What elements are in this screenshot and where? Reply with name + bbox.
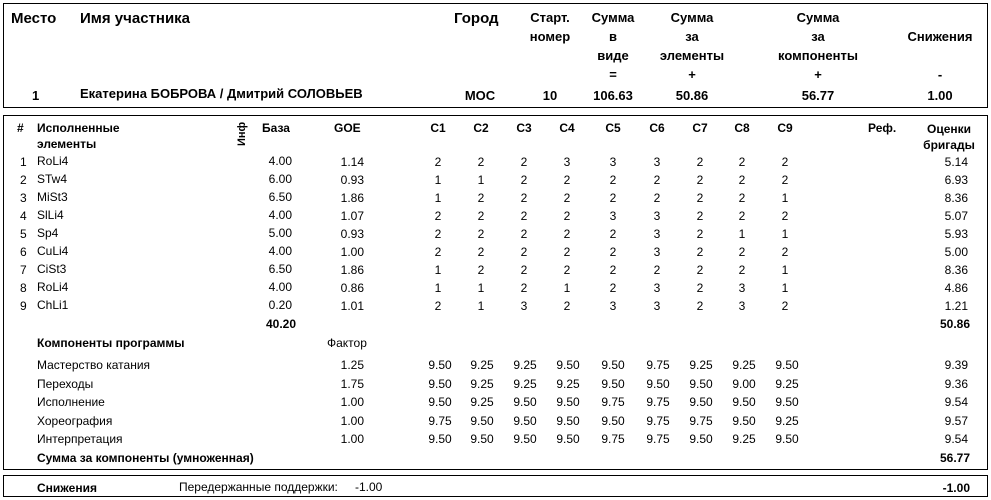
col-info: Инф	[236, 121, 248, 146]
element-judge-score: 2	[563, 227, 571, 241]
component-factor: 1.00	[340, 413, 364, 428]
element-name: RoLi4	[37, 154, 69, 168]
element-judge-score: 2	[434, 209, 442, 223]
element-base: 6.50	[268, 262, 292, 276]
element-judge-score: 2	[781, 245, 789, 259]
element-judge-score: 2	[696, 227, 704, 241]
element-judge-score: 2	[520, 245, 528, 259]
element-judge-score: 3	[738, 281, 746, 295]
element-judge-score: 1	[434, 191, 442, 205]
judge-header-c1: C1	[430, 121, 446, 135]
component-judge-score: 9.75	[646, 395, 670, 409]
component-factor: 1.25	[340, 358, 364, 372]
component-judge-score: 9.75	[601, 395, 625, 409]
component-judge-score: 9.50	[513, 395, 537, 409]
element-judge-score: 3	[609, 155, 617, 169]
component-name: Интерпретация	[37, 432, 123, 446]
element-judge-score: 1	[738, 227, 746, 241]
competitor-elements-score: 50.86	[675, 88, 709, 103]
component-judge-score: 9.50	[646, 376, 670, 391]
deductions-total: -1.00	[942, 481, 970, 495]
element-judge-score: 2	[738, 155, 746, 169]
competitor-name: Екатерина БОБРОВА / Дмитрий СОЛОВЬЕВ	[80, 86, 363, 101]
component-judge-score: 9.75	[646, 413, 670, 428]
element-goe: 1.86	[340, 263, 364, 277]
component-judge-score: 9.50	[601, 413, 625, 428]
component-judge-score: 9.25	[470, 376, 494, 391]
component-judge-score: 9.75	[689, 413, 713, 428]
element-judge-score: 2	[696, 173, 704, 187]
element-judge-score: 3	[520, 299, 528, 313]
component-judge-score: 9.50	[689, 376, 713, 391]
component-factor: 1.75	[340, 376, 364, 391]
deductions-label: Снижения	[37, 481, 97, 495]
component-judge-score: 9.50	[556, 358, 580, 372]
element-name: STw4	[37, 172, 68, 186]
col-num: #	[17, 121, 24, 135]
judge-header-c6: C6	[649, 121, 665, 135]
component-judge-score: 9.75	[646, 358, 670, 372]
element-judge-score: 2	[563, 209, 571, 223]
element-judge-score: 2	[434, 245, 442, 259]
element-judge-score: 3	[653, 245, 661, 259]
element-judge-score: 1	[434, 263, 442, 277]
competitor-deductions: 1.00	[927, 88, 953, 103]
component-judge-score: 9.00	[732, 376, 756, 391]
element-judge-score: 3	[653, 227, 661, 241]
element-judge-score: 2	[520, 209, 528, 223]
element-row-num: 6	[20, 245, 27, 259]
component-judge-score: 9.50	[428, 358, 452, 372]
element-judge-score: 2	[696, 263, 704, 277]
element-judge-score: 2	[738, 191, 746, 205]
component-score: 9.39	[944, 358, 968, 372]
element-judge-score: 1	[781, 227, 789, 241]
component-score: 9.54	[944, 395, 968, 409]
component-judge-score: 9.50	[689, 432, 713, 446]
component-score: 9.54	[944, 432, 968, 446]
component-name: Мастерство катания	[37, 358, 151, 372]
component-judge-score: 9.25	[513, 376, 537, 391]
element-name: Sp4	[37, 226, 59, 240]
col-base: База	[262, 121, 290, 135]
element-panel-score: 5.14	[944, 155, 968, 169]
element-judge-score: 3	[653, 155, 661, 169]
element-judge-score: 1	[781, 281, 789, 295]
element-name: RoLi4	[37, 280, 69, 294]
element-judge-score: 2	[520, 227, 528, 241]
element-row-num: 8	[20, 281, 27, 295]
component-judge-score: 9.50	[428, 395, 452, 409]
element-judge-score: 2	[781, 155, 789, 169]
element-goe: 1.00	[340, 245, 364, 259]
element-goe: 1.07	[340, 209, 364, 223]
col-goe: GOE	[334, 121, 361, 135]
competitor-total: 106.63	[593, 88, 633, 103]
component-judge-score: 9.50	[601, 358, 625, 372]
header-total: Сумма в виде =	[591, 10, 635, 82]
element-judge-score: 2	[696, 155, 704, 169]
header-name: Имя участника	[80, 10, 191, 27]
element-judge-score: 2	[609, 191, 617, 205]
element-judge-score: 2	[696, 191, 704, 205]
col-ref: Реф.	[868, 121, 897, 135]
element-judge-score: 2	[781, 299, 789, 313]
element-goe: 0.86	[340, 281, 364, 295]
element-goe: 1.14	[340, 155, 364, 169]
element-judge-score: 2	[563, 191, 571, 205]
element-judge-score: 1	[434, 173, 442, 187]
element-judge-score: 3	[738, 299, 746, 313]
judge-header-c2: C2	[473, 121, 489, 135]
component-judge-score: 9.50	[556, 395, 580, 409]
element-panel-score: 1.21	[944, 299, 968, 313]
component-score: 9.57	[944, 413, 968, 428]
element-judge-score: 2	[563, 299, 571, 313]
element-judge-score: 3	[609, 209, 617, 223]
element-judge-score: 3	[653, 281, 661, 295]
element-panel-score: 5.00	[944, 245, 968, 259]
competitor-components-score: 56.77	[801, 88, 835, 103]
element-goe: 1.86	[340, 191, 364, 205]
judge-header-c9: C9	[777, 121, 793, 135]
component-judge-score: 9.75	[601, 432, 625, 446]
component-judge-score: 9.25	[689, 358, 713, 372]
element-judge-score: 2	[520, 191, 528, 205]
element-goe: 0.93	[340, 227, 364, 241]
element-judge-score: 2	[609, 173, 617, 187]
component-name: Хореография	[37, 413, 113, 428]
element-judge-score: 2	[738, 209, 746, 223]
component-judge-score: 9.50	[689, 395, 713, 409]
element-judge-score: 2	[477, 245, 485, 259]
component-name: Исполнение	[37, 395, 105, 409]
element-judge-score: 2	[738, 263, 746, 277]
component-judge-score: 9.50	[732, 413, 756, 428]
element-base: 4.00	[268, 244, 292, 258]
element-judge-score: 2	[563, 263, 571, 277]
element-judge-score: 3	[653, 209, 661, 223]
element-judge-score: 1	[477, 281, 485, 295]
element-base: 4.00	[268, 280, 292, 294]
element-judge-score: 2	[609, 245, 617, 259]
component-judge-score: 9.50	[775, 395, 799, 409]
components-title: Компоненты программы	[37, 336, 185, 350]
component-judge-score: 9.25	[775, 376, 799, 391]
header-city: Город	[454, 10, 499, 27]
judge-header-c7: C7	[692, 121, 708, 135]
element-base: 6.50	[268, 190, 292, 204]
element-judge-score: 2	[609, 263, 617, 277]
element-judge-score: 2	[434, 227, 442, 241]
element-judge-score: 1	[477, 299, 485, 313]
competitor-city: МОС	[464, 88, 496, 103]
element-judge-score: 2	[434, 299, 442, 313]
element-judge-score: 1	[781, 263, 789, 277]
element-judge-score: 2	[520, 155, 528, 169]
element-judge-score: 2	[477, 227, 485, 241]
element-row-num: 3	[20, 191, 27, 205]
element-judge-score: 2	[696, 245, 704, 259]
element-row-num: 2	[20, 173, 27, 187]
component-judge-score: 9.25	[513, 358, 537, 372]
deduction-item-value: -1.00	[355, 480, 383, 494]
judge-header-c5: C5	[605, 121, 621, 135]
component-factor: 1.00	[340, 432, 364, 446]
element-row-num: 9	[20, 299, 27, 313]
element-name: ChLi1	[37, 298, 69, 312]
header-start: Старт. номер	[529, 10, 571, 44]
component-judge-score: 9.50	[556, 432, 580, 446]
component-judge-score: 9.50	[470, 413, 494, 428]
element-judge-score: 2	[434, 155, 442, 169]
judge-header-c4: C4	[559, 121, 575, 135]
element-panel-score: 6.93	[944, 173, 968, 187]
element-row-num: 5	[20, 227, 27, 241]
element-name: CiSt3	[37, 262, 67, 276]
element-panel-score: 8.36	[944, 191, 968, 205]
element-judge-score: 2	[563, 245, 571, 259]
element-row-num: 7	[20, 263, 27, 277]
elements-total: 50.86	[939, 317, 970, 331]
element-goe: 1.01	[340, 299, 364, 313]
header-elements: Сумма за элементы +	[659, 10, 725, 82]
element-judge-score: 2	[609, 281, 617, 295]
component-judge-score: 9.50	[601, 376, 625, 391]
element-row-num: 4	[20, 209, 27, 223]
component-judge-score: 9.75	[428, 413, 452, 428]
element-base: 4.00	[268, 154, 292, 168]
element-judge-score: 2	[696, 281, 704, 295]
element-judge-score: 2	[653, 263, 661, 277]
element-base: 0.20	[268, 298, 292, 312]
element-judge-score: 3	[653, 299, 661, 313]
element-judge-score: 3	[609, 299, 617, 313]
element-judge-score: 2	[609, 227, 617, 241]
element-judge-score: 2	[563, 173, 571, 187]
element-judge-score: 2	[696, 299, 704, 313]
element-panel-score: 8.36	[944, 263, 968, 277]
component-judge-score: 9.50	[775, 358, 799, 372]
component-judge-score: 9.50	[732, 395, 756, 409]
element-judge-score: 2	[781, 209, 789, 223]
base-total: 40.20	[265, 317, 296, 331]
element-judge-score: 2	[477, 263, 485, 277]
element-judge-score: 2	[520, 173, 528, 187]
element-judge-score: 2	[738, 173, 746, 187]
element-judge-score: 2	[653, 173, 661, 187]
element-goe: 0.93	[340, 173, 364, 187]
component-judge-score: 9.50	[428, 376, 452, 391]
judge-header-c8: C8	[734, 121, 750, 135]
header-deductions: Снижения -	[907, 29, 973, 82]
component-factor: 1.00	[340, 395, 364, 409]
element-judge-score: 2	[477, 155, 485, 169]
element-judge-score: 1	[477, 173, 485, 187]
components-total-label: Сумма за компоненты (умноженная)	[37, 451, 254, 465]
element-name: MiSt3	[37, 190, 68, 204]
element-judge-score: 2	[738, 245, 746, 259]
component-judge-score: 9.25	[470, 395, 494, 409]
element-judge-score: 1	[434, 281, 442, 295]
judge-header-c3: C3	[516, 121, 532, 135]
element-name: CuLi4	[37, 244, 69, 258]
component-judge-score: 9.25	[470, 358, 494, 372]
element-judge-score: 2	[520, 263, 528, 277]
element-name: SlLi4	[37, 208, 64, 222]
component-judge-score: 9.25	[732, 432, 756, 446]
component-judge-score: 9.25	[732, 358, 756, 372]
competitor-start-no: 10	[542, 88, 558, 103]
element-base: 4.00	[268, 208, 292, 222]
element-row-num: 1	[20, 155, 27, 169]
element-judge-score: 2	[520, 281, 528, 295]
component-score: 9.36	[944, 376, 968, 391]
col-panel: Оценки бригады	[923, 122, 975, 152]
element-judge-score: 2	[477, 191, 485, 205]
element-judge-score: 2	[696, 209, 704, 223]
element-base: 5.00	[268, 226, 292, 240]
element-judge-score: 1	[781, 191, 789, 205]
components-total: 56.77	[939, 451, 970, 465]
component-judge-score: 9.50	[428, 432, 452, 446]
element-judge-score: 1	[563, 281, 571, 295]
element-panel-score: 5.07	[944, 209, 968, 223]
component-judge-score: 9.50	[556, 413, 580, 428]
element-judge-score: 2	[653, 191, 661, 205]
component-judge-score: 9.50	[513, 432, 537, 446]
element-panel-score: 5.93	[944, 227, 968, 241]
col-element-name: Исполненные элементы	[37, 121, 120, 151]
deductions-box	[3, 475, 988, 497]
component-judge-score: 9.25	[775, 413, 799, 428]
element-panel-score: 4.86	[944, 281, 968, 295]
element-judge-score: 2	[781, 173, 789, 187]
factor-label: Фактор	[327, 336, 367, 350]
element-judge-score: 2	[477, 209, 485, 223]
component-judge-score: 9.25	[556, 376, 580, 391]
element-base: 6.00	[268, 172, 292, 186]
header-place: Место	[11, 10, 57, 27]
component-name: Переходы	[37, 376, 94, 391]
deduction-item-label: Передержанные поддержки:	[179, 480, 338, 494]
competitor-place: 1	[32, 88, 40, 103]
component-judge-score: 9.50	[470, 432, 494, 446]
header-components: Сумма за компоненты +	[778, 10, 858, 82]
element-judge-score: 3	[563, 155, 571, 169]
component-judge-score: 9.50	[775, 432, 799, 446]
component-judge-score: 9.50	[513, 413, 537, 428]
component-judge-score: 9.75	[646, 432, 670, 446]
